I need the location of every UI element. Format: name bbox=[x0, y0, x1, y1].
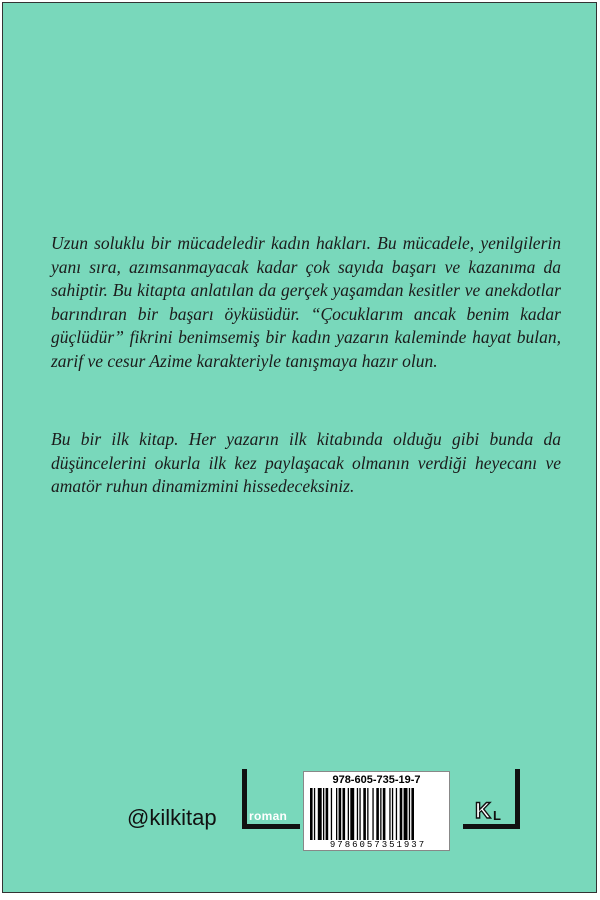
genre-mark-bar-horizontal bbox=[242, 824, 300, 829]
barcode-bar bbox=[383, 788, 386, 840]
barcode-bar bbox=[380, 788, 381, 840]
barcode-bar bbox=[331, 788, 332, 840]
logo-bar-horizontal bbox=[463, 824, 520, 829]
barcode-bar bbox=[363, 788, 366, 840]
blurb-paragraph-1: Uzun soluklu bir mücadeledir kadın hakları. Bu mücadele, yenilgilerin yanı sıra, azımsanmayacak kadar çok sayıda başarı ve kazanıma da sahiptir. Bu kitapta anlatılan da gerçek yaşamdan kesitler ve anekdotlar barındıran bir başarı öyküsüdür. “Çocuklarım ancak benim kadar güçlüdür” fikrini benimsemiş bir kadın yazarın kaleminde hayat bulan, zarif ve cesur Azime karakteriyle tanışmaya hazır olun. bbox=[51, 233, 561, 371]
social-handle: @kilkitap bbox=[127, 805, 217, 830]
barcode-bar bbox=[367, 788, 368, 840]
svg-text:L: L bbox=[493, 808, 501, 822]
barcode-bar bbox=[396, 788, 397, 840]
barcode-bar bbox=[409, 788, 410, 840]
genre-mark-bar-vertical bbox=[242, 769, 247, 829]
logo-bar-vertical bbox=[515, 769, 520, 829]
ean-digits: 9786057351937 bbox=[329, 840, 427, 850]
barcode-bar bbox=[348, 788, 349, 840]
genre-label: roman bbox=[249, 809, 288, 823]
barcode-bar bbox=[339, 788, 342, 840]
isbn-number: 978-605-735-19-7 bbox=[332, 774, 421, 786]
isbn-barcode bbox=[303, 771, 450, 851]
barcode-bar bbox=[376, 788, 379, 840]
barcode-bar bbox=[318, 788, 322, 840]
barcode-bar bbox=[400, 788, 403, 840]
barcode-bar bbox=[392, 788, 393, 840]
barcode-bar bbox=[357, 788, 358, 840]
barcode-bar bbox=[310, 788, 313, 840]
barcode-bar bbox=[350, 788, 354, 840]
barcode-bar bbox=[336, 788, 337, 840]
back-cover bbox=[2, 2, 597, 893]
barcode-bar bbox=[323, 788, 324, 840]
barcode-bar bbox=[359, 788, 360, 840]
barcode-bar bbox=[314, 788, 315, 840]
barcode-bar bbox=[404, 788, 408, 840]
barcode-bars bbox=[310, 788, 444, 840]
svg-text:K: K bbox=[475, 798, 491, 822]
barcode-bar bbox=[389, 788, 390, 840]
barcode-bar bbox=[326, 788, 329, 840]
barcode-bar bbox=[343, 788, 346, 840]
barcode-bar bbox=[411, 788, 414, 840]
blurb-paragraph-2: Bu bir ilk kitap. Her yazarın ilk kitabında olduğu gibi bunda da düşüncelerini okurla ilk kez paylaşacak olmanın verdiği heyecanı ve amatör ruhun dinamizmini hissedeceksiniz. bbox=[51, 429, 561, 496]
barcode-bar bbox=[372, 788, 373, 840]
publisher-logo-icon bbox=[473, 796, 513, 822]
